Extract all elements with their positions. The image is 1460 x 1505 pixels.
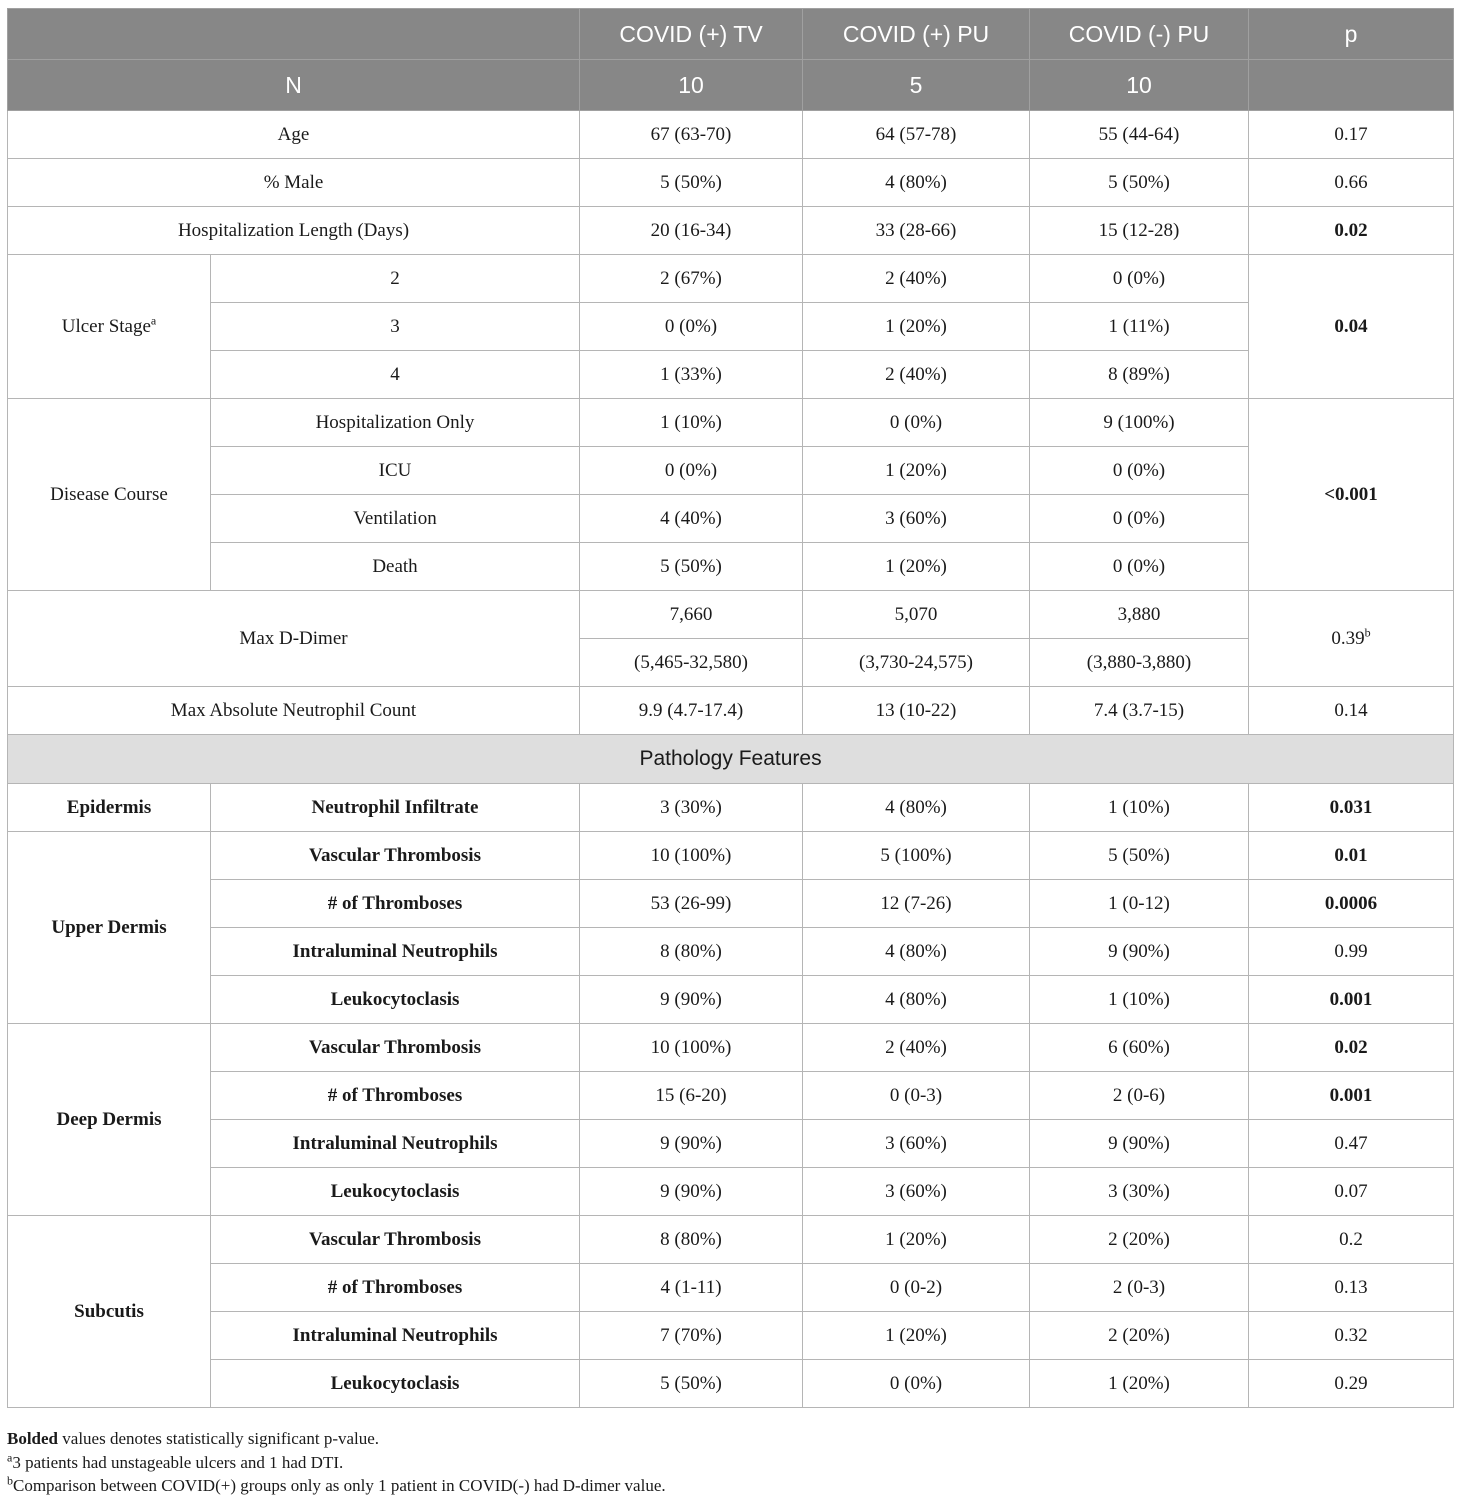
row-label: Max D-Dimer [8, 591, 580, 687]
p-value [1249, 591, 1454, 687]
n-label: N [8, 60, 580, 111]
cell-value: 1 (11%) [1030, 303, 1249, 351]
cell-value: 20 (16-34) [580, 207, 803, 255]
cell-value: 2 (20%) [1030, 1312, 1249, 1360]
n-value: 5 [803, 60, 1030, 111]
p-value: 0.66 [1249, 159, 1454, 207]
cell-value: 0 (0-3) [803, 1072, 1030, 1120]
footnote-bold-text: values denotes statistically significant p-value. [58, 1429, 380, 1448]
table-row [8, 207, 1454, 255]
cell-value: 1 (20%) [1030, 1360, 1249, 1408]
cell-value: 8 (80%) [580, 928, 803, 976]
n-value: 10 [580, 60, 803, 111]
cell-value: 3,880 [1030, 591, 1249, 639]
cell-value: 3 (60%) [803, 1168, 1030, 1216]
table-row [8, 399, 1454, 447]
cell-value: 7,660 [580, 591, 803, 639]
cell-value: 2 (40%) [803, 351, 1030, 399]
p-value-significant: 0.04 [1249, 255, 1454, 399]
cell-value: 3 (30%) [580, 784, 803, 832]
footnote-a-mark: a [7, 1449, 13, 1464]
cell-value: 5 (50%) [580, 159, 803, 207]
course-item-label: Hospitalization Only [211, 399, 580, 447]
table-row [8, 880, 1454, 928]
pathology-group-label: Epidermis [8, 784, 211, 832]
cell-value: (3,730-24,575) [803, 639, 1030, 687]
cell-value: 5 (50%) [580, 1360, 803, 1408]
p-value: 0.32 [1249, 1312, 1454, 1360]
table-row [8, 1120, 1454, 1168]
footnote-b-mark: b [7, 1473, 13, 1488]
course-item-label: Death [211, 543, 580, 591]
table-row [8, 1360, 1454, 1408]
stage-label: 3 [211, 303, 580, 351]
header-blank [8, 9, 580, 60]
footnote-b-text: Comparison between COVID(+) groups only as only 1 patient in COVID(-) had D-dimer value. [13, 1476, 666, 1495]
cell-value: 3 (60%) [803, 495, 1030, 543]
cell-value: 0 (0%) [1030, 255, 1249, 303]
cell-value: 9 (90%) [580, 1120, 803, 1168]
cell-value: 1 (20%) [803, 1312, 1030, 1360]
pathology-feature-label: Vascular Thrombosis [211, 1024, 580, 1072]
pathology-feature-label: Vascular Thrombosis [211, 832, 580, 880]
table-header [8, 9, 1454, 111]
cell-value: 55 (44-64) [1030, 111, 1249, 159]
footnote-mark-a: a [150, 313, 157, 328]
course-item-label: Ventilation [211, 495, 580, 543]
cell-value: 3 (60%) [803, 1120, 1030, 1168]
cell-value: 9 (90%) [1030, 928, 1249, 976]
header-p: p [1249, 9, 1454, 60]
results-table [7, 8, 1454, 1408]
cell-value: 0 (0%) [1030, 447, 1249, 495]
pathology-feature-label: Neutrophil Infiltrate [211, 784, 580, 832]
stage-label: 2 [211, 255, 580, 303]
header-covid-neg-pu: COVID (-) PU [1030, 9, 1249, 60]
table-row [8, 303, 1454, 351]
cell-value: 1 (20%) [803, 447, 1030, 495]
table-row [8, 1024, 1454, 1072]
footnote-a [7, 1451, 1453, 1475]
table-row [8, 351, 1454, 399]
cell-value: 0 (0-2) [803, 1264, 1030, 1312]
cell-value: 4 (80%) [803, 784, 1030, 832]
cell-value: 7.4 (3.7-15) [1030, 687, 1249, 735]
cell-value: (5,465-32,580) [580, 639, 803, 687]
pathology-feature-label: Vascular Thrombosis [211, 1216, 580, 1264]
cell-value: 0 (0%) [803, 1360, 1030, 1408]
cell-value: 1 (10%) [1030, 784, 1249, 832]
pathology-feature-label: # of Thromboses [211, 1072, 580, 1120]
cell-value: 5 (100%) [803, 832, 1030, 880]
cell-value: 9 (100%) [1030, 399, 1249, 447]
pathology-feature-label: Leukocytoclasis [211, 1360, 580, 1408]
table-row [8, 111, 1454, 159]
table-row [8, 1312, 1454, 1360]
table-row [8, 784, 1454, 832]
pathology-feature-label: Leukocytoclasis [211, 1168, 580, 1216]
pathology-body [8, 784, 1454, 1408]
cell-value: 4 (1-11) [580, 1264, 803, 1312]
cell-value: 0 (0%) [580, 447, 803, 495]
pathology-feature-label: Intraluminal Neutrophils [211, 928, 580, 976]
footnote-mark-b: b [1364, 625, 1371, 640]
n-blank [1249, 60, 1454, 111]
p-value: 0.2 [1249, 1216, 1454, 1264]
cell-value: 2 (67%) [580, 255, 803, 303]
p-value-text: 0.39 [1331, 627, 1365, 649]
cell-value: 9 (90%) [580, 976, 803, 1024]
row-label: % Male [8, 159, 580, 207]
cell-value: 1 (20%) [803, 543, 1030, 591]
p-value-significant: <0.001 [1249, 399, 1454, 591]
p-value: 0.29 [1249, 1360, 1454, 1408]
ulcer-stage-text: Ulcer Stage [61, 315, 151, 337]
cell-value: 2 (0-6) [1030, 1072, 1249, 1120]
p-value: 0.14 [1249, 687, 1454, 735]
table-row [8, 832, 1454, 880]
pathology-group-label: Upper Dermis [8, 832, 211, 1024]
table-row [8, 447, 1454, 495]
cell-value: 4 (80%) [803, 976, 1030, 1024]
cell-value: 0 (0%) [803, 399, 1030, 447]
cell-value: 0 (0%) [580, 303, 803, 351]
table-row [8, 1072, 1454, 1120]
table-row [8, 976, 1454, 1024]
pathology-group-label: Subcutis [8, 1216, 211, 1408]
p-value-significant: 0.02 [1249, 1024, 1454, 1072]
cell-value: 64 (57-78) [803, 111, 1030, 159]
cell-value: 5 (50%) [1030, 159, 1249, 207]
cell-value: 1 (0-12) [1030, 880, 1249, 928]
cell-value: 1 (10%) [580, 399, 803, 447]
cell-value: 9 (90%) [1030, 1120, 1249, 1168]
pathology-feature-label: Intraluminal Neutrophils [211, 1312, 580, 1360]
pathology-feature-label: Leukocytoclasis [211, 976, 580, 1024]
results-table-container [7, 8, 1453, 1408]
cell-value: 33 (28-66) [803, 207, 1030, 255]
table-row [8, 1216, 1454, 1264]
cell-value: 8 (80%) [580, 1216, 803, 1264]
cell-value: 15 (6-20) [580, 1072, 803, 1120]
n-value: 10 [1030, 60, 1249, 111]
cell-value: 2 (20%) [1030, 1216, 1249, 1264]
pathology-feature-label: Intraluminal Neutrophils [211, 1120, 580, 1168]
pathology-section-title: Pathology Features [8, 735, 1454, 784]
footnotes [7, 1427, 1453, 1498]
cell-value: 6 (60%) [1030, 1024, 1249, 1072]
ulcer-stage-label [8, 255, 211, 399]
p-value-significant: 0.01 [1249, 832, 1454, 880]
cell-value: 10 (100%) [580, 832, 803, 880]
header-n-row [8, 60, 1454, 111]
cell-value: (3,880-3,880) [1030, 639, 1249, 687]
row-label: Age [8, 111, 580, 159]
cell-value: 13 (10-22) [803, 687, 1030, 735]
stage-label: 4 [211, 351, 580, 399]
cell-value: 67 (63-70) [580, 111, 803, 159]
p-value-significant: 0.02 [1249, 207, 1454, 255]
cell-value: 9 (90%) [580, 1168, 803, 1216]
header-row [8, 9, 1454, 60]
table-body [8, 111, 1454, 784]
cell-value: 1 (33%) [580, 351, 803, 399]
pathology-feature-label: # of Thromboses [211, 880, 580, 928]
section-header-row [8, 735, 1454, 784]
cell-value: 7 (70%) [580, 1312, 803, 1360]
cell-value: 4 (40%) [580, 495, 803, 543]
p-value-significant: 0.0006 [1249, 880, 1454, 928]
table-row [8, 159, 1454, 207]
cell-value: 5,070 [803, 591, 1030, 639]
footnote-a-text: 3 patients had unstageable ulcers and 1 had DTI. [12, 1452, 344, 1472]
cell-value: 9.9 (4.7-17.4) [580, 687, 803, 735]
cell-value: 5 (50%) [580, 543, 803, 591]
cell-value: 1 (10%) [1030, 976, 1249, 1024]
cell-value: 3 (30%) [1030, 1168, 1249, 1216]
footnote-bold [7, 1427, 1453, 1451]
cell-value: 2 (0-3) [1030, 1264, 1249, 1312]
cell-value: 1 (20%) [803, 1216, 1030, 1264]
table-row [8, 495, 1454, 543]
cell-value: 1 (20%) [803, 303, 1030, 351]
course-item-label: ICU [211, 447, 580, 495]
table-row [8, 543, 1454, 591]
header-covid-pos-tv: COVID (+) TV [580, 9, 803, 60]
table-row [8, 928, 1454, 976]
cell-value: 5 (50%) [1030, 832, 1249, 880]
p-value: 0.47 [1249, 1120, 1454, 1168]
cell-value: 8 (89%) [1030, 351, 1249, 399]
footnote-bold-word: Bolded [7, 1429, 59, 1448]
table-row [8, 687, 1454, 735]
disease-course-label: Disease Course [8, 399, 211, 591]
header-covid-pos-pu: COVID (+) PU [803, 9, 1030, 60]
p-value-significant: 0.001 [1249, 976, 1454, 1024]
cell-value: 2 (40%) [803, 1024, 1030, 1072]
table-row [8, 1168, 1454, 1216]
row-label: Hospitalization Length (Days) [8, 207, 580, 255]
cell-value: 10 (100%) [580, 1024, 803, 1072]
cell-value: 15 (12-28) [1030, 207, 1249, 255]
p-value: 0.17 [1249, 111, 1454, 159]
p-value-significant: 0.001 [1249, 1072, 1454, 1120]
cell-value: 12 (7-26) [803, 880, 1030, 928]
p-value: 0.13 [1249, 1264, 1454, 1312]
table-row [8, 1264, 1454, 1312]
footnote-b [7, 1474, 1453, 1498]
p-value: 0.07 [1249, 1168, 1454, 1216]
cell-value: 0 (0%) [1030, 495, 1249, 543]
cell-value: 53 (26-99) [580, 880, 803, 928]
table-row [8, 591, 1454, 639]
row-label: Max Absolute Neutrophil Count [8, 687, 580, 735]
p-value: 0.99 [1249, 928, 1454, 976]
p-value-significant: 0.031 [1249, 784, 1454, 832]
cell-value: 4 (80%) [803, 159, 1030, 207]
cell-value: 2 (40%) [803, 255, 1030, 303]
pathology-group-label: Deep Dermis [8, 1024, 211, 1216]
cell-value: 0 (0%) [1030, 543, 1249, 591]
pathology-feature-label: # of Thromboses [211, 1264, 580, 1312]
cell-value: 4 (80%) [803, 928, 1030, 976]
table-row [8, 255, 1454, 303]
